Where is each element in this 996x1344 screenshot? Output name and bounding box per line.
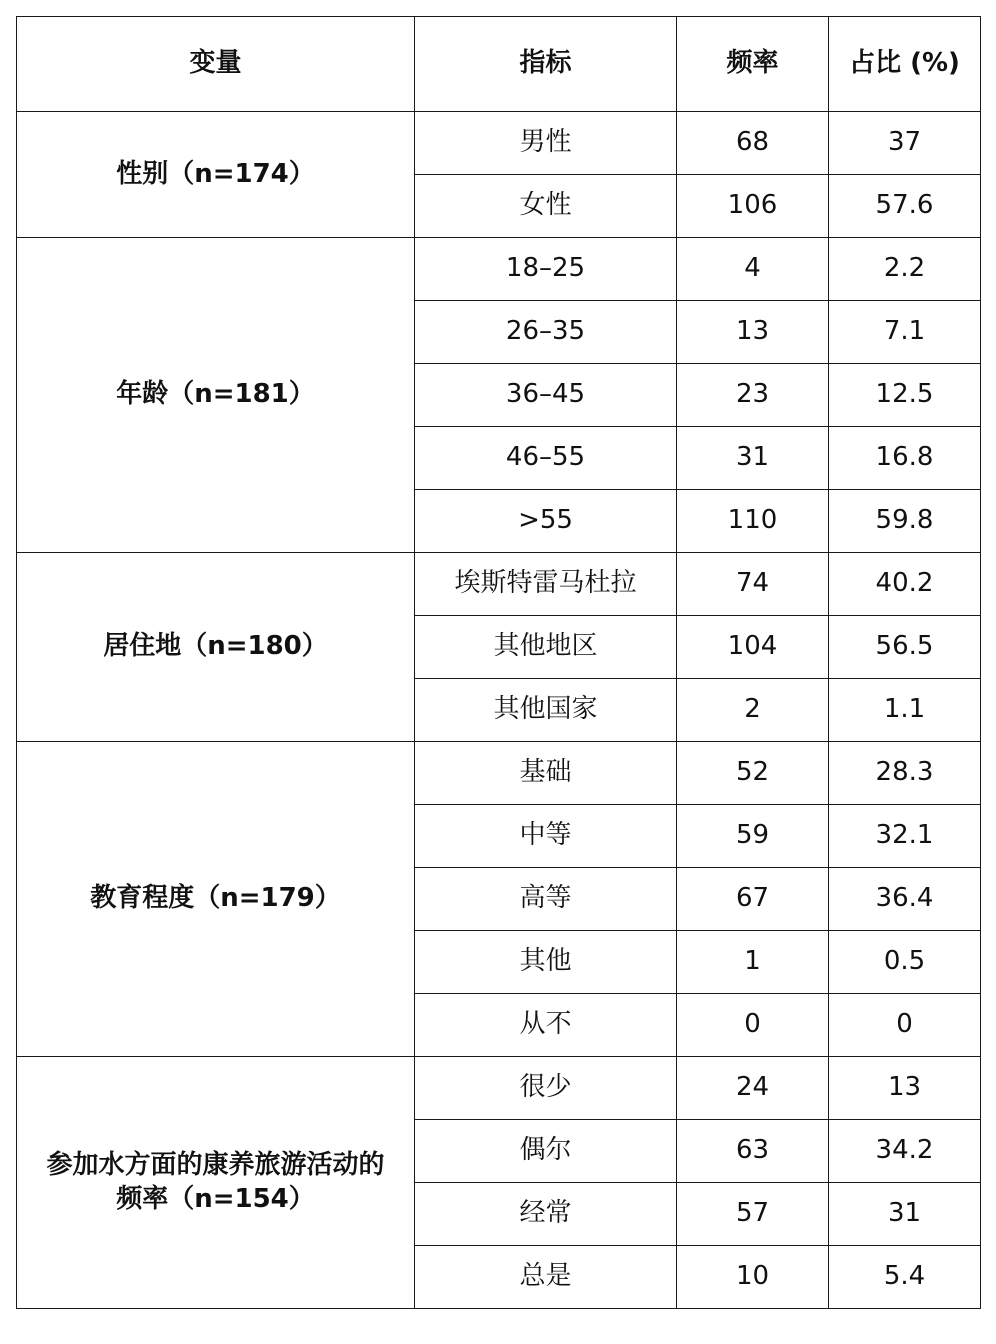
indicator-cell: 从不	[415, 994, 677, 1057]
table-row	[17, 742, 981, 805]
percent-cell: 12.5	[829, 364, 981, 427]
frequency-cell: 104	[677, 616, 829, 679]
data-table	[16, 16, 981, 1309]
frequency-cell: 52	[677, 742, 829, 805]
frequency-cell: 1	[677, 931, 829, 994]
percent-cell: 28.3	[829, 742, 981, 805]
indicator-cell: 46–55	[415, 427, 677, 490]
frequency-cell: 31	[677, 427, 829, 490]
percent-cell: 32.1	[829, 805, 981, 868]
indicator-cell: 埃斯特雷马杜拉	[415, 553, 677, 616]
percent-cell: 57.6	[829, 175, 981, 238]
frequency-cell: 0	[677, 994, 829, 1057]
percent-cell: 16.8	[829, 427, 981, 490]
variable-cell: 教育程度（n=179）	[17, 742, 415, 1057]
indicator-cell: 很少	[415, 1057, 677, 1120]
header-indicator: 指标	[415, 17, 677, 112]
frequency-cell: 59	[677, 805, 829, 868]
frequency-cell: 67	[677, 868, 829, 931]
indicator-cell: 总是	[415, 1246, 677, 1309]
percent-cell: 31	[829, 1183, 981, 1246]
frequency-cell: 63	[677, 1120, 829, 1183]
indicator-cell: 高等	[415, 868, 677, 931]
variable-cell: 年龄（n=181）	[17, 238, 415, 553]
indicator-cell: 女性	[415, 175, 677, 238]
indicator-cell: >55	[415, 490, 677, 553]
variable-cell: 性别（n=174）	[17, 112, 415, 238]
frequency-cell: 57	[677, 1183, 829, 1246]
indicator-cell: 男性	[415, 112, 677, 175]
percent-cell: 1.1	[829, 679, 981, 742]
percent-cell: 34.2	[829, 1120, 981, 1183]
percent-cell: 0.5	[829, 931, 981, 994]
percent-cell: 56.5	[829, 616, 981, 679]
header-percent: 占比 (%)	[829, 17, 981, 112]
frequency-cell: 13	[677, 301, 829, 364]
percent-cell: 40.2	[829, 553, 981, 616]
indicator-cell: 经常	[415, 1183, 677, 1246]
percent-cell: 59.8	[829, 490, 981, 553]
frequency-cell: 2	[677, 679, 829, 742]
table-row	[17, 1057, 981, 1120]
variable-cell: 参加水方面的康养旅游活动的频率（n=154）	[17, 1057, 415, 1309]
header-frequency: 频率	[677, 17, 829, 112]
indicator-cell: 26–35	[415, 301, 677, 364]
indicator-cell: 基础	[415, 742, 677, 805]
variable-cell: 居住地（n=180）	[17, 553, 415, 742]
frequency-cell: 4	[677, 238, 829, 301]
frequency-cell: 23	[677, 364, 829, 427]
header-variable: 变量	[17, 17, 415, 112]
table-row	[17, 112, 981, 175]
frequency-cell: 10	[677, 1246, 829, 1309]
table-row	[17, 238, 981, 301]
indicator-cell: 偶尔	[415, 1120, 677, 1183]
percent-cell: 0	[829, 994, 981, 1057]
table-row	[17, 553, 981, 616]
indicator-cell: 其他国家	[415, 679, 677, 742]
frequency-cell: 110	[677, 490, 829, 553]
header-row	[17, 17, 981, 112]
percent-cell: 37	[829, 112, 981, 175]
table-body	[17, 112, 981, 1309]
indicator-cell: 其他地区	[415, 616, 677, 679]
indicator-cell: 18–25	[415, 238, 677, 301]
frequency-cell: 106	[677, 175, 829, 238]
percent-cell: 13	[829, 1057, 981, 1120]
indicator-cell: 中等	[415, 805, 677, 868]
frequency-cell: 68	[677, 112, 829, 175]
indicator-cell: 36–45	[415, 364, 677, 427]
percent-cell: 36.4	[829, 868, 981, 931]
frequency-cell: 74	[677, 553, 829, 616]
percent-cell: 7.1	[829, 301, 981, 364]
frequency-cell: 24	[677, 1057, 829, 1120]
indicator-cell: 其他	[415, 931, 677, 994]
percent-cell: 2.2	[829, 238, 981, 301]
percent-cell: 5.4	[829, 1246, 981, 1309]
